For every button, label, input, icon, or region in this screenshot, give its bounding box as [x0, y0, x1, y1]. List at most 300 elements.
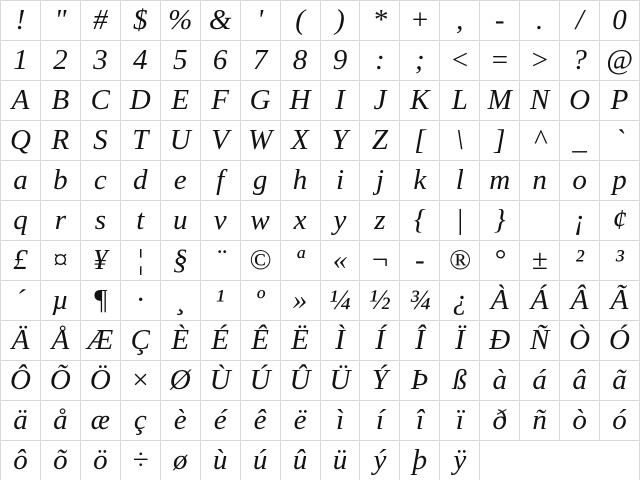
glyph-cell[interactable] [161, 121, 200, 160]
glyph-cell[interactable] [560, 281, 599, 320]
glyph: t [136, 204, 145, 236]
glyph-cell[interactable] [81, 321, 120, 360]
glyph: Ø [169, 364, 191, 396]
glyph-cell[interactable] [600, 321, 639, 360]
glyph-cell[interactable] [121, 81, 160, 120]
glyph-cell[interactable] [560, 321, 599, 360]
glyph: ¬ [370, 244, 390, 276]
glyph-cell[interactable] [281, 281, 320, 320]
glyph-cell[interactable] [121, 321, 160, 360]
glyph-cell[interactable] [440, 201, 479, 240]
glyph-cell[interactable] [520, 361, 559, 400]
glyph-cell[interactable] [121, 401, 160, 440]
glyph-cell[interactable] [1, 81, 40, 120]
glyph: n [532, 164, 547, 196]
glyph: 5 [172, 44, 188, 76]
glyph: ò [572, 404, 587, 436]
glyph-cell[interactable] [81, 361, 120, 400]
glyph: q [13, 204, 28, 236]
empty-area [480, 441, 639, 480]
glyph-cell[interactable] [600, 361, 639, 400]
glyph-cell[interactable] [600, 401, 639, 440]
glyph: Ö [89, 364, 111, 396]
glyph: À [490, 284, 509, 316]
glyph: ^ [533, 124, 546, 156]
glyph: 2 [53, 44, 68, 76]
glyph-cell[interactable] [321, 41, 360, 80]
glyph-cell[interactable] [201, 41, 240, 80]
glyph-cell[interactable] [41, 201, 80, 240]
glyph: c [93, 164, 107, 196]
glyph: á [532, 364, 547, 396]
glyph-cell[interactable] [121, 41, 160, 80]
glyph-cell[interactable] [201, 441, 240, 480]
glyph: G [249, 84, 271, 116]
glyph-cell[interactable] [241, 441, 280, 480]
glyph-cell[interactable] [201, 1, 240, 40]
glyph-cell[interactable] [201, 321, 240, 360]
glyph-cell[interactable] [201, 241, 240, 280]
glyph: ( [295, 4, 305, 36]
glyph: ª [296, 244, 305, 276]
glyph-cell[interactable] [520, 1, 559, 40]
glyph-cell[interactable] [81, 121, 120, 160]
glyph-cell[interactable] [121, 161, 160, 200]
glyph-cell[interactable] [281, 241, 320, 280]
glyph-cell[interactable] [1, 121, 40, 160]
glyph-cell[interactable] [360, 441, 399, 480]
glyph-cell[interactable] [281, 361, 320, 400]
glyph-cell[interactable] [41, 1, 80, 40]
glyph: ? [572, 44, 587, 76]
glyph: Æ [87, 324, 114, 356]
glyph: Ì [335, 324, 345, 356]
glyph: _ [572, 124, 587, 156]
glyph: Ò [569, 324, 591, 356]
glyph-cell[interactable] [241, 321, 280, 360]
glyph: þ [412, 444, 428, 476]
glyph-cell[interactable] [321, 121, 360, 160]
glyph: # [93, 4, 108, 36]
glyph: 0 [612, 4, 627, 36]
glyph-cell[interactable] [161, 441, 200, 480]
glyph: k [413, 164, 427, 196]
glyph: æ [90, 404, 111, 436]
glyph-cell[interactable] [41, 361, 80, 400]
glyph-cell[interactable] [1, 361, 40, 400]
glyph-cell[interactable] [360, 161, 399, 200]
glyph: Å [51, 324, 70, 356]
glyph: x [293, 204, 307, 236]
glyph-cell[interactable] [480, 121, 519, 160]
glyph-cell[interactable] [560, 361, 599, 400]
glyph: A [11, 84, 30, 116]
glyph: Í [375, 324, 385, 356]
glyph-cell[interactable] [121, 281, 160, 320]
glyph: 4 [133, 44, 148, 76]
glyph-cell[interactable] [480, 281, 519, 320]
empty-cell[interactable] [520, 201, 559, 240]
glyph-cell[interactable] [81, 81, 120, 120]
glyph-cell[interactable] [360, 401, 399, 440]
glyph: ® [448, 244, 471, 276]
glyph: Ú [249, 364, 271, 396]
glyph: 1 [13, 44, 28, 76]
glyph-cell[interactable] [161, 1, 200, 40]
glyph-cell[interactable] [440, 401, 479, 440]
glyph-cell[interactable] [360, 241, 399, 280]
glyph-cell[interactable] [400, 201, 439, 240]
glyph-cell[interactable] [600, 81, 639, 120]
glyph-cell[interactable] [121, 1, 160, 40]
glyph-cell[interactable] [281, 321, 320, 360]
glyph: é [213, 404, 227, 436]
glyph: j [375, 164, 384, 196]
glyph-cell[interactable] [121, 361, 160, 400]
glyph-cell[interactable] [161, 41, 200, 80]
glyph: ü [332, 444, 348, 476]
glyph-cell[interactable] [81, 201, 120, 240]
glyph-cell[interactable] [161, 281, 200, 320]
glyph-cell[interactable] [600, 121, 639, 160]
glyph-cell[interactable] [321, 441, 360, 480]
glyph: . [536, 4, 544, 36]
glyph-cell[interactable] [560, 401, 599, 440]
glyph-cell[interactable] [520, 121, 559, 160]
glyph: / [575, 4, 584, 36]
glyph-cell[interactable] [600, 281, 639, 320]
glyph-cell[interactable] [520, 321, 559, 360]
glyph: ¸ [175, 284, 186, 316]
glyph: × [130, 364, 151, 396]
glyph-cell[interactable] [440, 81, 479, 120]
glyph: \ [455, 124, 464, 156]
glyph-cell[interactable] [480, 361, 519, 400]
glyph: ' [256, 4, 264, 36]
glyph-cell[interactable] [161, 161, 200, 200]
glyph: ¨ [215, 244, 225, 276]
glyph-cell[interactable] [1, 241, 40, 280]
glyph-cell[interactable] [480, 241, 519, 280]
glyph: ÷ [132, 444, 149, 476]
glyph-cell[interactable] [480, 161, 519, 200]
glyph-cell[interactable] [1, 441, 40, 480]
glyph: D [129, 84, 151, 116]
glyph-cell[interactable] [360, 41, 399, 80]
glyph-cell[interactable] [241, 121, 280, 160]
glyph-cell[interactable] [600, 41, 639, 80]
glyph: Ô [9, 364, 31, 396]
glyph: ë [293, 404, 307, 436]
glyph: p [612, 164, 627, 196]
glyph: â [572, 364, 587, 396]
glyph-cell[interactable] [600, 201, 639, 240]
glyph-cell[interactable] [480, 401, 519, 440]
glyph-cell[interactable] [241, 1, 280, 40]
glyph-cell[interactable] [81, 401, 120, 440]
glyph-cell[interactable] [480, 41, 519, 80]
glyph-cell[interactable] [41, 321, 80, 360]
glyph-cell[interactable] [81, 161, 120, 200]
glyph-cell[interactable] [400, 1, 439, 40]
glyph: Ù [209, 364, 231, 396]
glyph-cell[interactable] [440, 41, 479, 80]
glyph-cell[interactable] [480, 1, 519, 40]
glyph-cell[interactable] [520, 241, 559, 280]
glyph-cell[interactable] [281, 201, 320, 240]
glyph-cell[interactable] [241, 41, 280, 80]
glyph-cell[interactable] [281, 401, 320, 440]
glyph-cell[interactable] [520, 401, 559, 440]
glyph-cell[interactable] [281, 41, 320, 80]
glyph: e [173, 164, 187, 196]
glyph-cell[interactable] [161, 401, 200, 440]
glyph-cell[interactable] [321, 361, 360, 400]
glyph-cell[interactable] [281, 1, 320, 40]
glyph: X [291, 124, 309, 156]
glyph-cell[interactable] [600, 1, 639, 40]
glyph: 9 [332, 44, 348, 76]
glyph-cell[interactable] [400, 81, 439, 120]
glyph-cell[interactable] [520, 161, 559, 200]
glyph-cell[interactable] [41, 241, 80, 280]
glyph-cell[interactable] [81, 281, 120, 320]
glyph-cell[interactable] [201, 121, 240, 160]
glyph-cell[interactable] [121, 241, 160, 280]
glyph: Ã [610, 284, 629, 316]
glyph-cell[interactable] [400, 121, 439, 160]
glyph: ¢ [612, 204, 627, 236]
glyph-cell[interactable] [161, 81, 200, 120]
glyph-cell[interactable] [321, 201, 360, 240]
glyph-cell[interactable] [241, 401, 280, 440]
glyph-cell[interactable] [321, 1, 360, 40]
glyph: F [211, 84, 230, 116]
glyph-cell[interactable] [321, 321, 360, 360]
glyph: P [610, 84, 629, 116]
glyph-cell[interactable] [360, 281, 399, 320]
glyph-cell[interactable] [440, 161, 479, 200]
glyph: Ñ [529, 324, 550, 356]
glyph-cell[interactable] [560, 121, 599, 160]
glyph-cell[interactable] [81, 1, 120, 40]
glyph: & [208, 4, 232, 36]
glyph: " [54, 4, 67, 36]
glyph-cell[interactable] [321, 401, 360, 440]
glyph: ¦ [136, 244, 145, 276]
glyph-cell[interactable] [201, 161, 240, 200]
glyph-cell[interactable] [161, 201, 200, 240]
glyph-cell[interactable] [321, 241, 360, 280]
glyph: î [415, 404, 424, 436]
glyph: ! [15, 4, 26, 36]
glyph: u [172, 204, 188, 236]
glyph-cell[interactable] [241, 161, 280, 200]
glyph: ¹ [215, 284, 225, 316]
glyph-cell[interactable] [281, 441, 320, 480]
glyph: º [255, 284, 265, 316]
glyph-cell[interactable] [241, 281, 280, 320]
glyph-cell[interactable] [400, 441, 439, 480]
glyph-cell[interactable] [321, 281, 360, 320]
glyph: è [173, 404, 187, 436]
glyph-cell[interactable] [321, 161, 360, 200]
glyph-cell[interactable] [400, 321, 439, 360]
glyph: % [168, 4, 193, 36]
glyph-cell[interactable] [360, 1, 399, 40]
glyph: ó [612, 404, 627, 436]
glyph: + [410, 4, 430, 36]
glyph: ¡ [573, 204, 586, 236]
glyph: ` [614, 124, 625, 156]
glyph-cell[interactable] [161, 361, 200, 400]
glyph-cell[interactable] [400, 281, 439, 320]
glyph: * [372, 4, 388, 36]
glyph-cell[interactable] [440, 361, 479, 400]
glyph: ; [415, 44, 425, 76]
glyph-cell[interactable] [121, 441, 160, 480]
glyph-cell[interactable] [520, 41, 559, 80]
glyph: T [132, 124, 149, 156]
glyph-cell[interactable] [360, 81, 399, 120]
glyph-cell[interactable] [201, 401, 240, 440]
glyph-cell[interactable] [41, 121, 80, 160]
glyph-cell[interactable] [41, 441, 80, 480]
glyph-cell[interactable] [41, 401, 80, 440]
glyph-cell[interactable] [560, 201, 599, 240]
glyph-cell[interactable] [360, 121, 399, 160]
glyph-cell[interactable] [161, 241, 200, 280]
glyph: Ó [609, 324, 630, 356]
glyph-cell[interactable] [440, 441, 479, 480]
glyph-cell[interactable] [281, 161, 320, 200]
glyph: § [172, 244, 188, 276]
glyph-cell[interactable] [161, 321, 200, 360]
glyph-cell[interactable] [480, 201, 519, 240]
glyph: õ [53, 444, 68, 476]
glyph-cell[interactable] [560, 241, 599, 280]
glyph-cell[interactable] [600, 241, 639, 280]
glyph-cell[interactable] [1, 321, 40, 360]
glyph: d [133, 164, 148, 196]
glyph: B [51, 84, 70, 116]
glyph-cell[interactable] [440, 121, 479, 160]
glyph: Ë [291, 324, 309, 356]
glyph-cell[interactable] [41, 281, 80, 320]
glyph-cell[interactable] [1, 201, 40, 240]
glyph-cell[interactable] [560, 81, 599, 120]
glyph: Ê [251, 324, 269, 356]
glyph: ö [93, 444, 108, 476]
glyph: s [94, 204, 106, 236]
glyph: o [572, 164, 587, 196]
glyph-cell[interactable] [201, 361, 240, 400]
glyph-cell[interactable] [201, 81, 240, 120]
glyph-cell[interactable] [440, 241, 479, 280]
glyph: ú [252, 444, 268, 476]
glyph: 8 [292, 44, 308, 76]
glyph-cell[interactable] [360, 201, 399, 240]
glyph-cell[interactable] [281, 81, 320, 120]
glyph: ¼ [329, 284, 351, 316]
glyph-cell[interactable] [81, 241, 120, 280]
glyph-cell[interactable] [400, 161, 439, 200]
glyph: ø [172, 444, 188, 476]
glyph: : [375, 44, 385, 76]
glyph: å [53, 404, 68, 436]
glyph-cell[interactable] [81, 41, 120, 80]
glyph: « [332, 244, 348, 276]
glyph-cell[interactable] [81, 441, 120, 480]
glyph-cell[interactable] [440, 1, 479, 40]
glyph: y [333, 204, 347, 236]
glyph: ð [492, 404, 507, 436]
glyph: H [289, 84, 311, 116]
glyph-cell[interactable] [480, 81, 519, 120]
glyph: - [494, 4, 505, 36]
glyph-cell[interactable] [1, 281, 40, 320]
glyph-cell[interactable] [360, 361, 399, 400]
glyph: = [489, 44, 510, 76]
glyph-cell[interactable] [41, 161, 80, 200]
glyph-cell[interactable] [201, 281, 240, 320]
glyph-cell[interactable] [241, 241, 280, 280]
glyph-cell[interactable] [241, 201, 280, 240]
glyph-cell[interactable] [520, 81, 559, 120]
glyph-cell[interactable] [400, 401, 439, 440]
glyph-cell[interactable] [400, 41, 439, 80]
glyph-cell[interactable] [560, 161, 599, 200]
glyph-cell[interactable] [121, 201, 160, 240]
glyph-cell[interactable] [600, 161, 639, 200]
glyph-cell[interactable] [360, 321, 399, 360]
glyph-cell[interactable] [41, 81, 80, 120]
glyph: Ü [329, 364, 351, 396]
glyph: a [13, 164, 28, 196]
glyph-cell[interactable] [560, 1, 599, 40]
glyph: $ [133, 4, 148, 36]
glyph-cell[interactable] [281, 121, 320, 160]
glyph-cell[interactable] [1, 401, 40, 440]
glyph-cell[interactable] [440, 321, 479, 360]
glyph: ) [335, 4, 345, 36]
glyph-cell[interactable] [400, 241, 439, 280]
glyph: Ç [130, 324, 150, 356]
glyph: Þ [410, 364, 429, 396]
glyph: Û [289, 364, 311, 396]
glyph: Á [530, 284, 549, 316]
glyph-cell[interactable] [241, 361, 280, 400]
glyph: @ [606, 44, 633, 76]
glyph-cell[interactable] [241, 81, 280, 120]
glyph-cell[interactable] [400, 361, 439, 400]
glyph-cell[interactable] [1, 1, 40, 40]
glyph-cell[interactable] [121, 121, 160, 160]
glyph: 6 [212, 44, 228, 76]
glyph: û [292, 444, 308, 476]
glyph-cell[interactable] [41, 41, 80, 80]
glyph-cell[interactable] [440, 281, 479, 320]
glyph: Ð [489, 324, 511, 356]
glyph-cell[interactable] [480, 321, 519, 360]
glyph-cell[interactable] [520, 281, 559, 320]
glyph-cell[interactable] [560, 41, 599, 80]
glyph-cell[interactable] [321, 81, 360, 120]
glyph-cell[interactable] [1, 161, 40, 200]
glyph-cell[interactable] [201, 201, 240, 240]
glyph: C [90, 84, 111, 116]
glyph-cell[interactable] [1, 41, 40, 80]
